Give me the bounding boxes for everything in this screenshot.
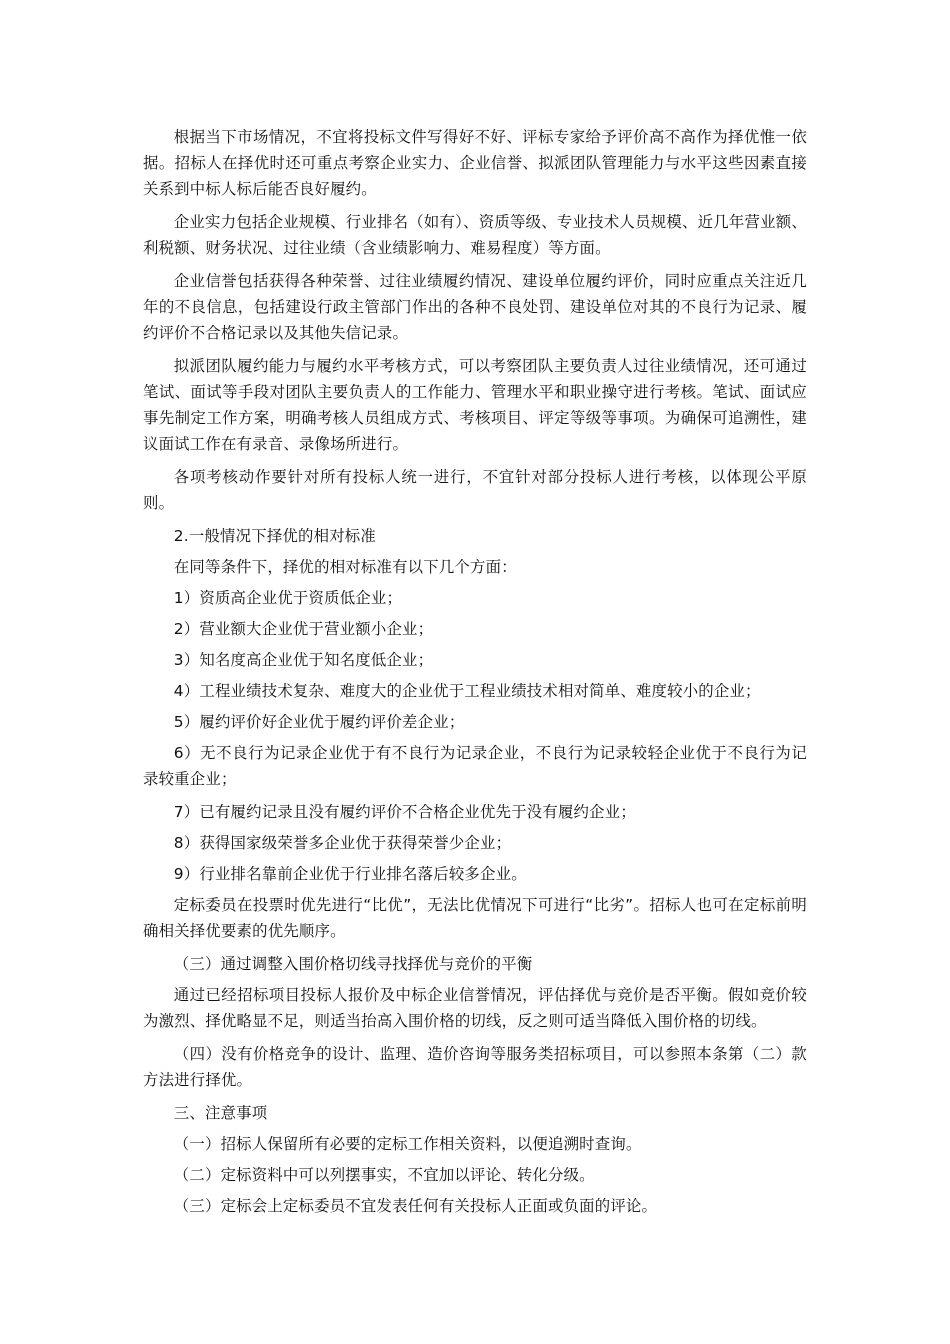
section-heading-notes: 三、注意事项 (173, 1104, 268, 1122)
list-item-2: 2）营业额大企业优于营业额小企业； (173, 620, 434, 638)
paragraph-enterprise-strength: 企业实力包括企业规模、行业排名（如有）、资质等级、专业技术人员规模、近几年营业额、利税额、财务状况、过往业绩（含业绩影响力、难易程度）等方面。 (143, 213, 807, 257)
list-item-4: 4）工程业绩技术复杂、难度大的企业优于工程业绩技术相对简单、难度较小的企业； (173, 682, 761, 700)
note-item-3: （三）定标会上定标委员不宜发表任何有关投标人正面或负面的评论。 (173, 1197, 658, 1215)
paragraph-service-projects: （四）没有价格竞争的设计、监理、造价咨询等服务类招标项目，可以参照本条第（二）款方法进行择优。 (143, 1045, 807, 1089)
paragraph-team-assessment: 拟派团队履约能力与履约水平考核方式，可以考察团队主要负责人过往业绩情况，还可通过笔试、面试等手段对团队主要负责人的工作能力、管理水平和职业操守进行考核。笔试、面试应事先制定工作方案，明确考核人员组成方式、考核项目、评定等级等事项。为确保可追溯性，建议面试工作在有录音、录像场所进行。 (143, 357, 807, 453)
paragraph-enterprise-reputation: 企业信誉包括获得各种荣誉、过往业绩履约情况、建设单位履约评价，同时应重点关注近几年的不良信息，包括建设行政主管部门作出的各种不良处罚、建设单位对其的不良行为记录、履约评价不合格记录以及其他失信记录。 (143, 272, 807, 342)
paragraph-vote-order: 定标委员在投票时优先进行“比优”，无法比优情况下可进行“比劣”。招标人也可在定标前明确相关择优要素的优先顺序。 (143, 896, 807, 940)
section-heading-relative-standards: 2.一般情况下择优的相对标准 (173, 527, 376, 545)
note-item-2: （二）定标资料中可以列摆事实，不宜加以评论、转化分级。 (173, 1166, 595, 1184)
document-page (143, 124, 807, 1224)
note-item-1: （一）招标人保留所有必要的定标工作相关资料，以便追溯时查询。 (173, 1135, 642, 1153)
section-heading-price-cutline: （三）通过调整入围价格切线寻找择优与竞价的平衡 (173, 955, 533, 973)
paragraph-fairness-principle: 各项考核动作要针对所有投标人统一进行，不宜针对部分投标人进行考核，以体现公平原则。 (143, 468, 807, 512)
paragraph-price-balance: 通过已经招标项目投标人报价及中标企业信誉情况，评估择优与竞价是否平衡。假如竞价较为激烈、择优略显不足，则适当抬高入围价格的切线，反之则可适当降低入围价格的切线。 (143, 986, 807, 1030)
paragraph-selection-basis: 根据当下市场情况，不宜将投标文件写得好不好、评标专家给予评价高不高作为择优惟一依据。招标人在择优时还可重点考察企业实力、企业信誉、拟派团队管理能力与水平这些因素直接关系到中标人标后能否良好履约。 (143, 128, 807, 198)
list-item-1: 1）资质高企业优于资质低企业； (173, 589, 403, 607)
list-item-9: 9）行业排名靠前企业优于行业排名落后较多企业。 (173, 865, 527, 883)
paragraph-standards-intro: 在同等条件下，择优的相对标准有以下几个方面： (173, 558, 517, 576)
list-item-8: 8）获得国家级荣誉多企业优于获得荣誉少企业； (173, 834, 512, 852)
list-item-3: 3）知名度高企业优于知名度低企业； (173, 651, 434, 669)
list-item-7: 7）已有履约记录且没有履约评价不合格企业优先于没有履约企业； (173, 803, 636, 821)
list-item-5: 5）履约评价好企业优于履约评价差企业； (173, 713, 465, 731)
list-item-6: 6）无不良行为记录企业优于有不良行为记录企业，不良行为记录较轻企业优于不良行为记录较重企业； (143, 744, 807, 788)
